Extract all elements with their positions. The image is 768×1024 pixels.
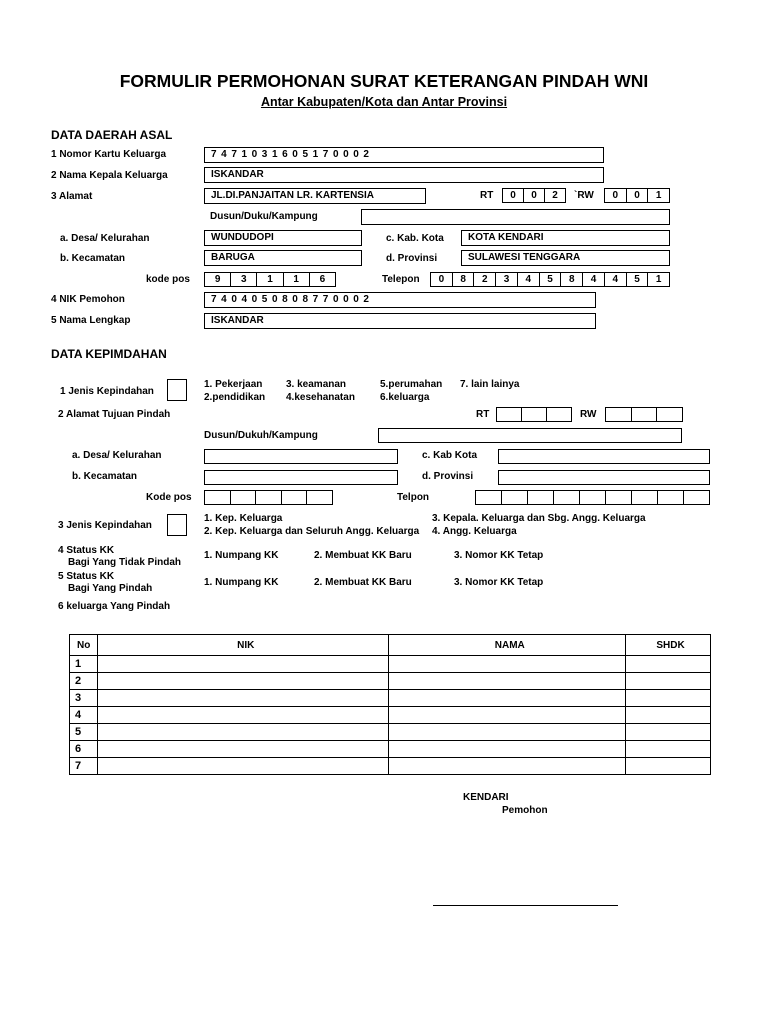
provinsi-field[interactable]: SULAWESI TENGGARA <box>461 250 670 266</box>
tujuan-desa-label: a. Desa/ Kelurahan <box>72 450 162 461</box>
keluarga-label: 6 keluarga Yang Pindah <box>58 601 171 612</box>
cell-nik[interactable] <box>97 707 388 724</box>
cell-nama[interactable] <box>389 758 626 775</box>
row-number: 1 <box>70 656 98 673</box>
cell-nama[interactable] <box>389 673 626 690</box>
tujuan-kecamatan-label: b. Kecamatan <box>72 471 138 482</box>
row-number: 6 <box>70 741 98 758</box>
cell-nama[interactable] <box>389 724 626 741</box>
status2-option-1: 1. Numpang KK <box>204 577 279 588</box>
nama-field[interactable]: ISKANDAR <box>204 313 596 329</box>
jenis-option-4: 4.kesehanatan <box>286 392 355 403</box>
table-row <box>70 656 711 673</box>
tujuan-label: 2 Alamat Tujuan Pindah <box>58 409 171 420</box>
cell-nik[interactable] <box>97 724 388 741</box>
tujuan-desa-field[interactable] <box>204 449 398 464</box>
rt-cells[interactable] <box>502 188 566 203</box>
rt-cell: 2 <box>544 189 565 202</box>
form-subtitle: Antar Kabupaten/Kota dan Antar Provinsi <box>260 95 508 109</box>
tujuan-provinsi-field[interactable] <box>498 470 710 485</box>
telepon-cell: 1 <box>647 273 669 286</box>
rt-cell: 0 <box>510 190 516 201</box>
tujuan-kodepos-cells[interactable] <box>204 490 333 505</box>
telepon-cell: 0 <box>438 274 445 285</box>
status2-option-3: 3. Nomor KK Tetap <box>454 577 544 588</box>
jenis2-option-2: 2. Kep. Keluarga dan Seluruh Angg. Keluarga <box>204 526 420 537</box>
telepon-cell: 3 <box>495 273 517 286</box>
row-number: 7 <box>70 758 98 775</box>
dusun-label: Dusun/Duku/Kampung <box>210 211 318 222</box>
tujuan-rt-label: RT <box>476 409 490 420</box>
rw-label: `RW <box>574 190 594 201</box>
nik-label: 4 NIK Pemohon <box>51 294 125 305</box>
jenis-option-6: 6.keluarga <box>380 392 430 403</box>
kodepos-label: kode pos <box>146 274 190 285</box>
table-row <box>70 673 711 690</box>
tujuan-telpon-cells[interactable] <box>475 490 710 505</box>
rt-label: RT <box>480 190 494 201</box>
cell-nik[interactable] <box>97 741 388 758</box>
jenis-option-3: 3. keamanan <box>286 379 347 390</box>
rw-cell: 0 <box>626 189 648 202</box>
table-row <box>70 758 711 775</box>
kecamatan-field[interactable]: BARUGA <box>204 250 362 266</box>
telepon-cell: 4 <box>582 273 604 286</box>
cell-shdk[interactable] <box>626 741 711 758</box>
jenis2-checkbox[interactable] <box>167 514 187 536</box>
jenis-option-5: 5.perumahan <box>380 379 443 390</box>
kecamatan-label: b. Kecamatan <box>60 253 126 264</box>
cell-nama[interactable] <box>389 656 626 673</box>
tujuan-kodepos-label: Kode pos <box>146 492 192 503</box>
cell-nik[interactable] <box>97 656 388 673</box>
kota-field[interactable]: KOTA KENDARI <box>461 230 670 246</box>
jenis-kepindahan-label: 1 Jenis Kepindahan <box>60 386 154 397</box>
tujuan-dusun-label: Dusun/Dukuh/Kampung <box>204 430 318 441</box>
tujuan-rw-label: RW <box>580 409 597 420</box>
row-number: 2 <box>70 673 98 690</box>
kota-label: c. Kab. Kota <box>386 233 444 244</box>
row-number: 4 <box>70 707 98 724</box>
telepon-cell: 4 <box>517 273 539 286</box>
telepon-cell: 8 <box>452 273 474 286</box>
signature-place: KENDARI <box>463 792 509 803</box>
jenis2-option-4: 4. Angg. Keluarga <box>432 526 517 537</box>
table-row <box>70 707 711 724</box>
form-title: FORMULIR PERMOHONAN SURAT KETERANGAN PINDAH WNI <box>119 71 649 91</box>
cell-nama[interactable] <box>389 741 626 758</box>
provinsi-label: d. Provinsi <box>386 253 438 264</box>
table-row <box>70 741 711 758</box>
desa-field[interactable]: WUNDUDOPI <box>204 230 362 246</box>
header-nama: NAMA <box>389 635 626 656</box>
signature-role: Pemohon <box>502 805 548 816</box>
cell-shdk[interactable] <box>626 758 711 775</box>
keluarga-table <box>69 634 711 775</box>
desa-label: a. Desa/ Kelurahan <box>60 233 150 244</box>
kodepos-cell: 3 <box>230 273 256 286</box>
status1-label: 4 Status KK <box>58 545 115 556</box>
rw-cell: 0 <box>612 190 619 201</box>
status2-sublabel: Bagi Yang Pindah <box>68 583 153 594</box>
kodepos-cells[interactable] <box>204 272 336 287</box>
header-shdk: SHDK <box>626 635 711 656</box>
kk-label: 1 Nomor Kartu Keluarga <box>51 149 167 160</box>
status2-label: 5 Status KK <box>58 571 115 582</box>
cell-shdk[interactable] <box>626 707 711 724</box>
kk-field[interactable]: 7471031605170002 <box>204 147 604 163</box>
tujuan-provinsi-label: d. Provinsi <box>422 471 474 482</box>
telepon-cell: 5 <box>539 273 561 286</box>
table-row <box>70 724 711 741</box>
table-row <box>70 690 711 707</box>
status1-sublabel: Bagi Yang Tidak Pindah <box>68 557 181 568</box>
jenis-kepindahan-checkbox[interactable] <box>167 379 187 401</box>
jenis-option-1: 1. Pekerjaan <box>204 379 263 390</box>
telepon-cell: 2 <box>473 273 495 286</box>
cell-nik[interactable] <box>97 690 388 707</box>
section-kepindahan-heading: DATA KEPIMDAHAN <box>51 347 167 361</box>
kodepos-cell: 1 <box>283 273 309 286</box>
jenis-option-2: 2.pendidikan <box>204 392 266 403</box>
tujuan-dusun-field[interactable] <box>378 428 682 443</box>
cell-shdk[interactable] <box>626 724 711 741</box>
dusun-field[interactable] <box>361 209 670 225</box>
header-nik: NIK <box>97 635 388 656</box>
row-number: 5 <box>70 724 98 741</box>
kodepos-cell: 1 <box>256 273 282 286</box>
signature-line <box>433 905 618 906</box>
header-no: No <box>70 635 98 656</box>
cell-nik[interactable] <box>97 673 388 690</box>
jenis-option-7: 7. lain lainya <box>460 379 520 390</box>
telepon-cell: 5 <box>626 273 648 286</box>
tujuan-kota-label: c. Kab Kota <box>422 450 478 461</box>
rw-cell: 1 <box>647 189 669 202</box>
jenis2-option-1: 1. Kep. Keluarga <box>204 513 283 524</box>
rw-cells[interactable] <box>604 188 670 203</box>
status1-option-1: 1. Numpang KK <box>204 550 279 561</box>
tujuan-kecamatan-field[interactable] <box>204 470 398 485</box>
cell-nama[interactable] <box>389 707 626 724</box>
status1-option-3: 3. Nomor KK Tetap <box>454 550 544 561</box>
status1-option-2: 2. Membuat KK Baru <box>314 550 412 561</box>
alamat-field[interactable]: JL.DI.PANJAITAN LR. KARTENSIA <box>204 188 426 204</box>
tujuan-rw-cells[interactable] <box>605 407 683 422</box>
jenis2-label: 3 Jenis Kepindahan <box>58 520 152 531</box>
section-asal-heading: DATA DAERAH ASAL <box>51 128 173 142</box>
cell-shdk[interactable] <box>626 656 711 673</box>
nik-field[interactable]: 7404050808770002 <box>204 292 596 308</box>
tujuan-telpon-label: Telpon <box>397 492 430 503</box>
table-header-row <box>70 635 711 656</box>
cell-shdk[interactable] <box>626 673 711 690</box>
tujuan-rt-cells[interactable] <box>496 407 572 422</box>
row-number: 3 <box>70 690 98 707</box>
jenis2-option-3: 3. Kepala. Keluarga dan Sbg. Angg. Keluarga <box>432 513 646 524</box>
telepon-cell: 4 <box>604 273 626 286</box>
tujuan-kota-field[interactable] <box>498 449 710 464</box>
telepon-cell: 8 <box>560 273 582 286</box>
cell-nik[interactable] <box>97 758 388 775</box>
rt-cell: 0 <box>523 189 544 202</box>
telepon-label: Telepon <box>382 274 420 285</box>
kepala-field[interactable]: ISKANDAR <box>204 167 604 183</box>
nama-label: 5 Nama Lengkap <box>51 315 131 326</box>
alamat-label: 3 Alamat <box>51 191 93 202</box>
kepala-label: 2 Nama Kepala Keluarga <box>51 170 168 181</box>
cell-shdk[interactable] <box>626 690 711 707</box>
status2-option-2: 2. Membuat KK Baru <box>314 577 412 588</box>
telepon-cells[interactable] <box>430 272 670 287</box>
kodepos-cell: 9 <box>214 274 221 285</box>
kodepos-cell: 6 <box>309 273 335 286</box>
cell-nama[interactable] <box>389 690 626 707</box>
